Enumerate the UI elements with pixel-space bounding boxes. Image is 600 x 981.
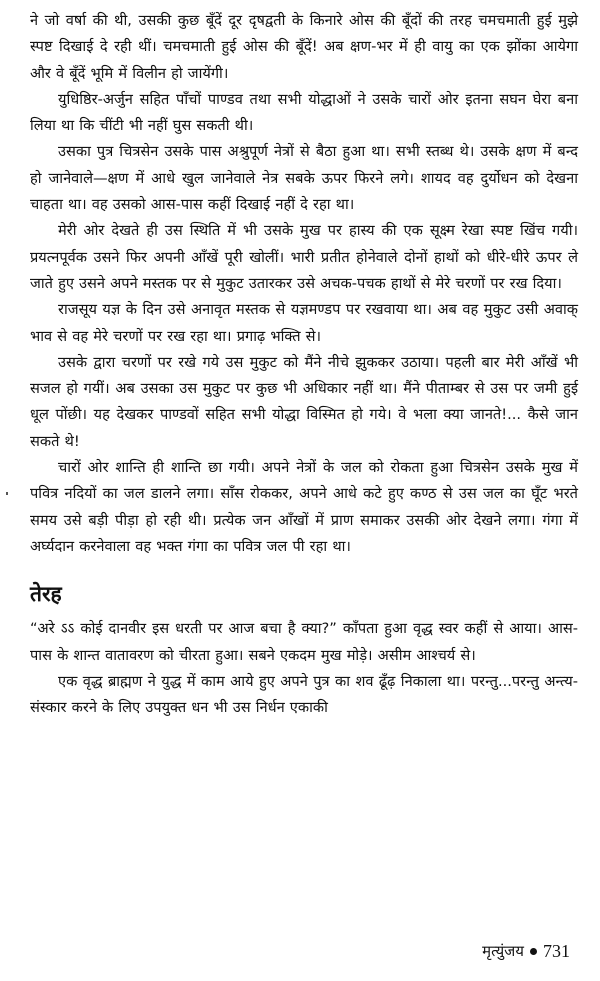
paragraph: एक वृद्ध ब्राह्मण ने युद्ध में काम आये हुए अपने पुत्र का शव ढूँढ़ निकाला था। परन्तु...परन्तु अन्त्य-संस्कार करने के लिए उपयुक्त धन भी उस निर्धन एकाकी: [30, 672, 578, 717]
paragraph: उसका पुत्र चित्रसेन उसके पास अश्रुपूर्ण नेत्रों से बैठा हुआ था। सभी स्तब्ध थे। उसके क्षण में बन्द हो जानेवाले—क्षण में आधे खुल जानेवाले नेत्र सबके ऊपर फिरने लगे। शायद वह दुर्योधन को देखना चाहता था। वह उसको आस-पास कहीं दिखाई नहीं दे रहा था।: [30, 143, 578, 214]
section-heading: तेरह: [30, 582, 62, 607]
paragraph: मेरी ओर देखते ही उस स्थिति में भी उसके मुख पर हास्य की एक सूक्ष्म रेखा स्पष्ट खिंच गयी। प्रयत्नपूर्वक उसने फिर अपनी आँखें पूरी खोलीं। भारी प्रतीत होनेवाले दोनों हाथों को धीरे-धीरे ऊपर ले जाते हुए उसने अपने मस्तक पर से मुकुट उतारकर उसे अचक-पचक हाथों से मेरे चरणों पर रख दिया।: [30, 222, 578, 292]
paragraph: ने जो वर्षा की थी, उसकी कुछ बूँदें दूर दृषद्वती के किनारे ओस की बूँदों की तरह चमचमाती हुई मुझे स्पष्ट दिखाई दे रही थीं। चमचमाती हुई ओस की बूँदें! अब क्षण-भर में ही वायु का एक झोंका आयेगा और वे बूँदें भूमि में विलीन हो जायेंगी।: [30, 12, 578, 82]
margin-speck: [6, 492, 8, 495]
paragraph: चारों ओर शान्ति ही शान्ति छा गयी। अपने नेत्रों के जल को रोकता हुआ चित्रसेन उसके मुख में पवित्र नदियों का जल डालने लगा। साँस रोककर, अपने आधे कटे हुए कण्ठ से उस जल का घूँट भरते समय उसे बड़ी पीड़ा हो रही थी। प्रत्येक जन आँखों में प्राण समाकर उसकी ओर देखने लगा। गंगा में अर्घ्यदान करनेवाला वह भक्त गंगा का पवित्र जल पी रहा था।: [30, 459, 578, 555]
paragraph: राजसूय यज्ञ के दिन उसे अनावृत मस्तक से यज्ञमण्डप पर रखवाया था। अब वह मुकुट उसी अवाक् भाव से वह मेरे चरणों पर रख रहा था। प्रगाढ़ भक्ति से।: [30, 301, 578, 345]
footer-book-title: मृत्युंजय: [482, 942, 524, 960]
page-footer: [482, 940, 570, 962]
page-body: [30, 8, 578, 721]
paragraph: उसके द्वारा चरणों पर रखे गये उस मुकुट को मैंने नीचे झुककर उठाया। पहली बार मेरी आँखें भी सजल हो गयीं। अब उसका उस मुकुट पर कुछ भी अधिकार नहीं था। मैंने पीताम्बर से उस पर जमी हुई धूल पोंछी। यह देखकर पाण्डवों सहित सभी योद्धा विस्मित हो गये। वे भला क्या जानते!... कैसे जान सकते थे!: [30, 353, 578, 450]
paragraph: युधिष्ठिर-अर्जुन सहित पाँचों पाण्डव तथा सभी योद्धाओं ने उसके चारों ओर इतना सघन घेरा बना लिया था कि चींटी भी नहीं घुस सकती थी।: [30, 90, 578, 135]
footer-page-number: 731: [543, 941, 570, 961]
paragraph: “अरे ऽऽ कोई दानवीर इस धरती पर आज बचा है क्या?” काँपता हुआ वृद्ध स्वर कहीं से आया। आस-पास के शान्त वातावरण को चीरता हुआ। सबने एकदम मुख मोड़े। असीम आश्चर्य से।: [30, 620, 578, 664]
text-block-after-heading: [30, 616, 578, 721]
footer-bullet-icon: [530, 948, 537, 955]
text-block-before-heading: [30, 8, 578, 560]
